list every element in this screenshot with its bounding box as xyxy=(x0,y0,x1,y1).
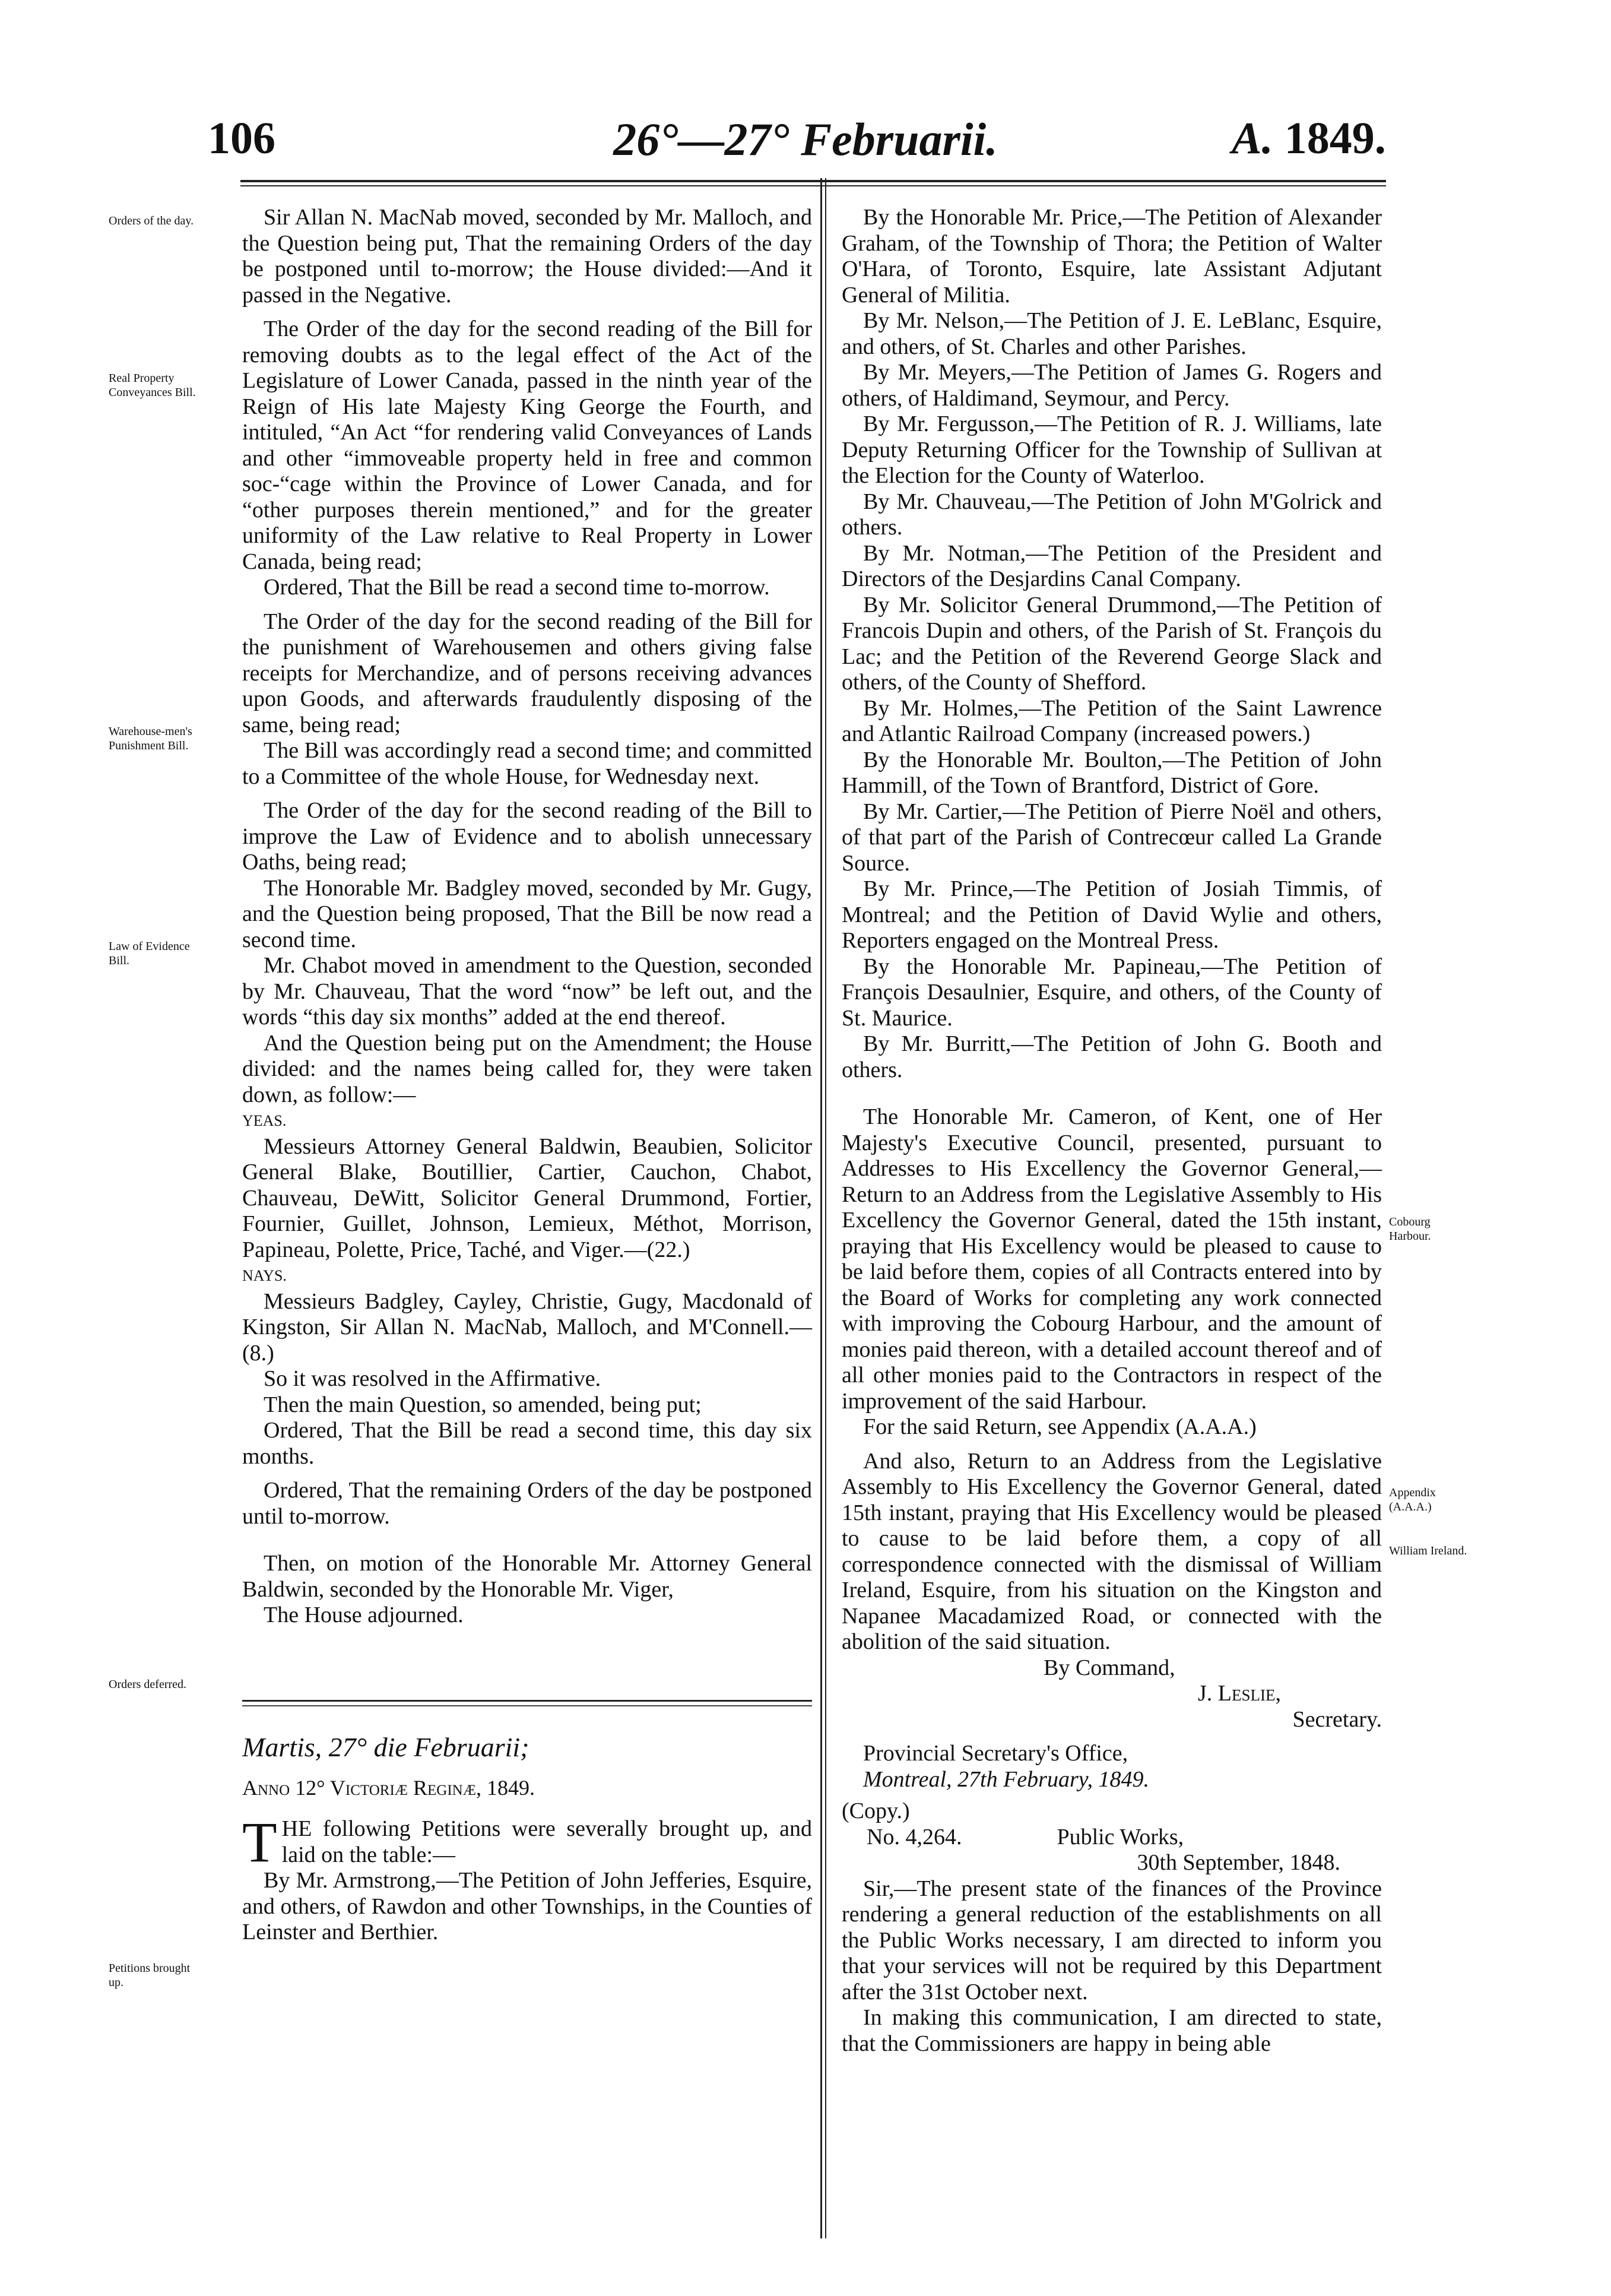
yeas-list: Messieurs Attorney General Baldwin, Beaubien, Solicitor General Blake, Boutillier, Cartier, Cauchon, Chabot, Chauveau, DeWitt, Solicitor General Drummond, Fortier, Fournier, Guillet, Johnson, Lemieux, Méthot, Morrison, Papineau, Polette, Price, Taché, and Viger.—(22.) xyxy=(242,1133,812,1262)
para-main-question: Then the main Question, so amended, being put; xyxy=(264,1392,702,1417)
page-number: 106 xyxy=(208,113,275,163)
return-ireland: And also, Return to an Address from the Legislative Assembly to His Excellency the Governor General, dated 15th instant, praying that His Excellency would be pleased to cause to be laid before them, a copy of all correspondence connected with the dismissal of William Ireland, Esquire, from his situation on the Kingston and Napanee Macadamized Road, or connected with the abolition of the said situation. xyxy=(842,1448,1382,1654)
petition-meyers: By Mr. Meyers,—The Petition of James G. Rogers and others, of Haldimand, Seymour, and Percy. xyxy=(842,360,1382,411)
column-divider xyxy=(820,178,822,2238)
letter-date: 30th September, 1848. xyxy=(1137,1850,1340,1875)
petition-chauveau: By Mr. Chauveau,—The Petition of John M'Golrick and others. xyxy=(842,489,1382,540)
petition-holmes: By Mr. Holmes,—The Petition of the Saint Lawrence and Atlantic Railroad Company (increased powers.) xyxy=(842,695,1382,746)
margin-note-real-property: Real Property Conveyances Bill. xyxy=(109,372,196,399)
margin-note-warehousemen: Warehouse-men's Punishment Bill. xyxy=(109,725,192,752)
left-column xyxy=(242,205,812,1946)
petition-nelson: By Mr. Nelson,—The Petition of J. E. LeBlanc, Esquire, and others, of St. Charles and other Parishes. xyxy=(842,308,1382,359)
session-title: Martis, 27° die Februarii; xyxy=(242,1731,529,1762)
margin-note-cobourg: Cobourg Harbour. xyxy=(1389,1215,1431,1243)
para-orders-postponed: Ordered, That the remaining Orders of the day be postponed until to-morrow. xyxy=(242,1478,812,1529)
petitions-intro xyxy=(242,1810,812,1874)
page-header xyxy=(0,107,1611,172)
para-macnab-motion: Sir Allan N. MacNab moved, seconded by Mr. Malloch, and the Question being put, That the remaining Orders of the day be postponed until to-morrow; the House divided:—And it passed in the Negative. xyxy=(242,205,812,308)
margin-note-appendix: Appendix (A.A.A.) xyxy=(1389,1486,1436,1513)
para-resolved: So it was resolved in the Affirmative. xyxy=(264,1366,601,1391)
page-year xyxy=(1232,113,1386,164)
margin-note-orders-deferred: Orders deferred. xyxy=(109,1678,187,1691)
year-prefix: A. xyxy=(1232,113,1273,163)
petition-fergusson: By Mr. Fergusson,—The Petition of R. J. Williams, late Deputy Returning Officer for the Township of Sullivan at the Election for the County of Waterloo. xyxy=(842,411,1382,488)
by-command: By Command, xyxy=(1044,1655,1175,1680)
letter-department: Public Works, xyxy=(1057,1824,1184,1850)
session-subtitle: Anno 12° Victoriæ Reginæ, 1849. xyxy=(242,1775,535,1800)
column-divider-2 xyxy=(825,178,826,2238)
petition-prince: By Mr. Prince,—The Petition of Josiah Timmis, of Montreal; and the Petition of David Wylie and others, Reporters engaged on the Montreal Press. xyxy=(842,876,1382,953)
para-division: And the Question being put on the Amendment; the House divided: and the names being called for, they were taken down, as follow:— xyxy=(242,1030,812,1107)
para-adjourned: The House adjourned. xyxy=(264,1603,464,1627)
petition-notman: By Mr. Notman,—The Petition of the President and Directors of the Desjardins Canal Company. xyxy=(842,540,1382,591)
margin-note-orders: Orders of the day. xyxy=(109,214,194,227)
right-column xyxy=(842,205,1382,2057)
petition-boulton: By the Honorable Mr. Boulton,—The Petition of John Hammill, of the Town of Brantford, District of Gore. xyxy=(842,747,1382,798)
letter-heading xyxy=(842,1825,1382,1851)
header-rule-thin xyxy=(240,185,1386,186)
nays-heading: NAYS. xyxy=(242,1267,287,1284)
yeas-heading: YEAS. xyxy=(242,1112,287,1129)
copy-label: (Copy.) xyxy=(842,1798,910,1823)
petition-papineau: By the Honorable Mr. Papineau,—The Petition of François Desaulnier, Esquire, and others, of the County of St. Maurice. xyxy=(842,954,1382,1031)
margin-note-law-evidence: Law of Evidence Bill. xyxy=(109,940,190,967)
para-warehousemen-bill: The Order of the day for the second reading of the Bill for the punishment of Warehousemen and others giving false receipts for Merchandize, and of persons receiving advances upon Goods, and afterwards fraudulently disposing of the same, being read; xyxy=(242,609,812,737)
office-date: Montreal, 27th February, 1849. xyxy=(863,1766,1149,1792)
para-real-property-ordered: Ordered, That the Bill be read a second time to-morrow. xyxy=(264,575,770,600)
letter-number: No. 4,264. xyxy=(867,1824,962,1850)
para-evidence-bill: The Order of the day for the second reading of the Bill to improve the Law of Evidence and to abolish unnecessary Oaths, being read; xyxy=(242,798,812,875)
petitions-intro-text: HE following Petitions were severally brought up, and laid on the table:— xyxy=(281,1816,812,1867)
section-rule xyxy=(242,1700,812,1702)
section-rule-thin xyxy=(242,1705,812,1706)
drop-cap: T xyxy=(242,1810,277,1874)
appendix-reference: For the said Return, see Appendix (A.A.A.) xyxy=(863,1414,1257,1439)
year-value: 1849. xyxy=(1284,113,1386,163)
para-adjourn-motion: Then, on motion of the Honorable Mr. Attorney General Baldwin, seconded by the Honorable Mr. Viger, xyxy=(242,1551,812,1602)
para-chabot-amendment: Mr. Chabot moved in amendment to the Question, seconded by Mr. Chauveau, That the word “now” be left out, and the words “this day six months” added at the end thereof. xyxy=(242,953,812,1030)
signer-name: J. Leslie, xyxy=(1198,1681,1281,1706)
nays-list: Messieurs Badgley, Cayley, Christie, Gugy, Macdonald of Kingston, Sir Allan N. MacNab, Malloch, and M'Connell.—(8.) xyxy=(242,1288,812,1366)
office-name: Provincial Secretary's Office, xyxy=(863,1741,1128,1766)
page-date: 26°—27° Februarii. xyxy=(613,113,998,165)
return-cobourg: The Honorable Mr. Cameron, of Kent, one of Her Majesty's Executive Council, presented, pursuant to Addresses to His Excellency the Governor General,—Return to an Address from the Legislative Assembly to His Excellency the Governor General, dated the 15th instant, praying that His Excellency would be pleased to cause to be laid before them, copies of all Contracts entered into by the Board of Works for completing any work connected with improving the Cobourg Harbour, and the amount of monies paid thereon, with a detailed account thereof and of all other monies paid to the Contractors in respect of the improvement of the said Harbour. xyxy=(842,1104,1382,1414)
letter-body-1: Sir,—The present state of the finances of the Province rendering a general reduction of the establishments on all the Public Works necessary, I am directed to inform you that your services will not be required by this Department after the 31st October next. xyxy=(842,1876,1382,2004)
signer-title: Secretary. xyxy=(1292,1706,1382,1732)
petition-price: By the Honorable Mr. Price,—The Petition of Alexander Graham, of the Township of Thora; the Petition of Walter O'Hara, of Toronto, Esquire, late Assistant Adjutant General of Militia. xyxy=(842,205,1382,308)
para-ordered-six-months: Ordered, That the Bill be read a second time, this day six months. xyxy=(242,1418,812,1469)
para-badgley-motion: The Honorable Mr. Badgley moved, seconded by Mr. Gugy, and the Question being proposed, That the Bill be now read a second time. xyxy=(242,875,812,952)
letter-body-2: In making this communication, I am directed to state, that the Commissioners are happy in being able xyxy=(842,2005,1382,2056)
petition-cartier: By Mr. Cartier,—The Petition of Pierre Noël and others, of that part of the Parish of Contrecœur called La Grande Source. xyxy=(842,799,1382,876)
header-rule xyxy=(240,180,1386,182)
para-warehousemen-committed: The Bill was accordingly read a second time; and committed to a Committee of the whole House, for Wednesday next. xyxy=(242,738,812,789)
margin-note-petitions: Petitions brought up. xyxy=(109,1962,191,1989)
margin-note-william-ireland: William Ireland. xyxy=(1389,1544,1467,1557)
petition-burritt: By Mr. Burritt,—The Petition of John G. Booth and others. xyxy=(842,1031,1382,1082)
para-real-property-bill: The Order of the day for the second reading of the Bill for removing doubts as to the legal effect of the Act of the Legislature of Lower Canada, passed in the ninth year of the Reign of His late Majesty King George the Fourth, and intituled, “An Act “for rendering valid Conveyances of Lands and other “immoveable property held in free and common soc-“cage within the Province of Lower Canada, and for “other purposes therein mentioned,” and for the greater uniformity of the Law relative to Real Property in Lower Canada, being read; xyxy=(242,316,812,574)
petition-drummond: By Mr. Solicitor General Drummond,—The Petition of Francois Dupin and others, of the Parish of St. François du Lac; and the Petition of the Reverend George Slack and others, of the County of Shefford. xyxy=(842,592,1382,695)
petition-armstrong: By Mr. Armstrong,—The Petition of John Jefferies, Esquire, and others, of Rawdon and other Townships, in the Counties of Leinster and Berthier. xyxy=(242,1868,812,1945)
